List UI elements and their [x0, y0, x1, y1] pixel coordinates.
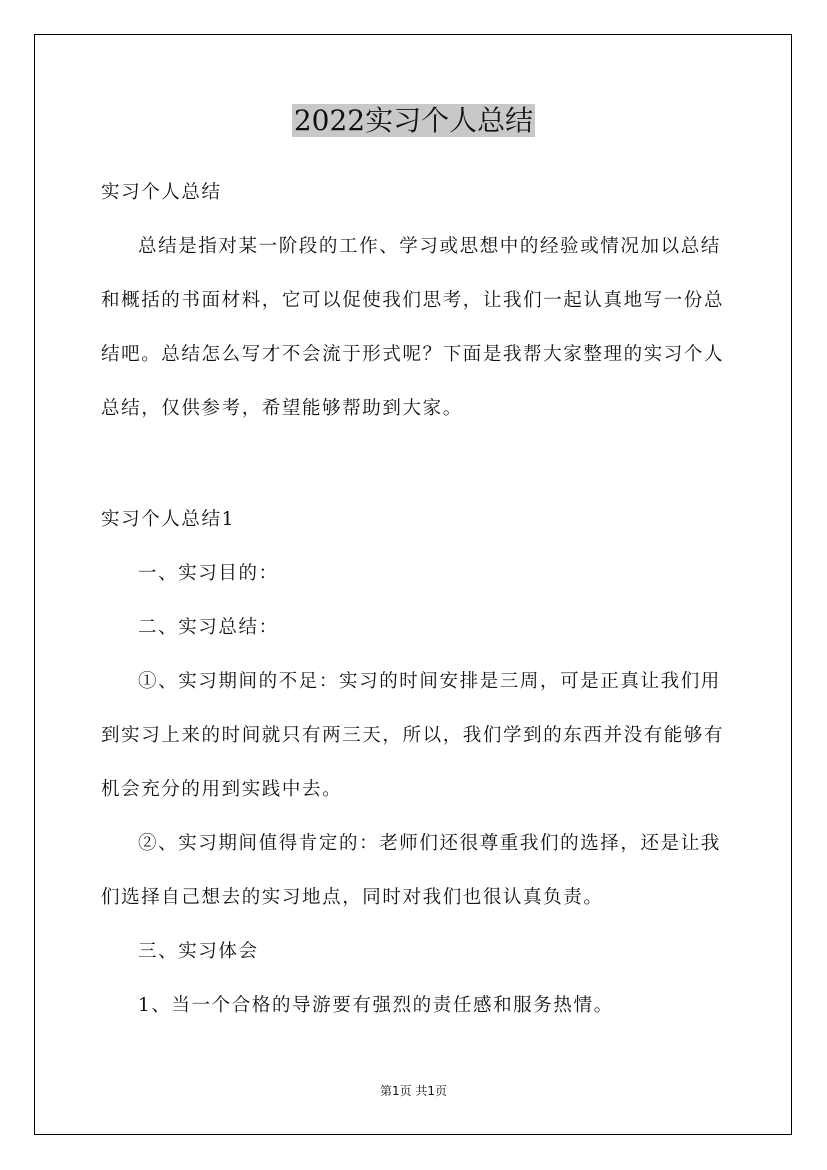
list-item-experience: 三、实习体会 — [138, 941, 259, 962]
list-item-summary: 二、实习总结： — [138, 617, 279, 638]
paragraph-shortcomings: ①、实习期间的不足：实习的时间安排是三周，可是正真让我们用到实习上来的时间就只有两三天，所以，我们学到的东西并没有能够有机会充分的用到实践中去。 — [101, 671, 725, 800]
paragraph-guide-responsibility: 1、当一个合格的导游要有强烈的责任感和服务热情。 — [138, 995, 614, 1016]
page-footer: 第1页 共1页 — [379, 1084, 448, 1098]
subsection-heading: 实习个人总结1 — [101, 509, 235, 530]
list-item-purpose: 一、实习目的： — [138, 563, 279, 584]
section-heading: 实习个人总结 — [101, 182, 222, 203]
paragraph-positives: ②、实习期间值得肯定的：老师们还很尊重我们的选择，还是让我们选择自己想去的实习地点，同时对我们也很认真负责。 — [101, 833, 721, 908]
document-title-text: 2022实习个人总结 — [293, 104, 534, 137]
document-title — [0, 100, 827, 142]
intro-paragraph: 总结是指对某一阶段的工作、学习或思想中的经验或情况加以总结和概括的书面材料，它可以促使我们思考，让我们一起认真地写一份总结吧。总结怎么写才不会流于形式呢？下面是我帮大家整理的实习个人总结，仅供参考，希望能够帮助到大家。 — [101, 236, 725, 419]
